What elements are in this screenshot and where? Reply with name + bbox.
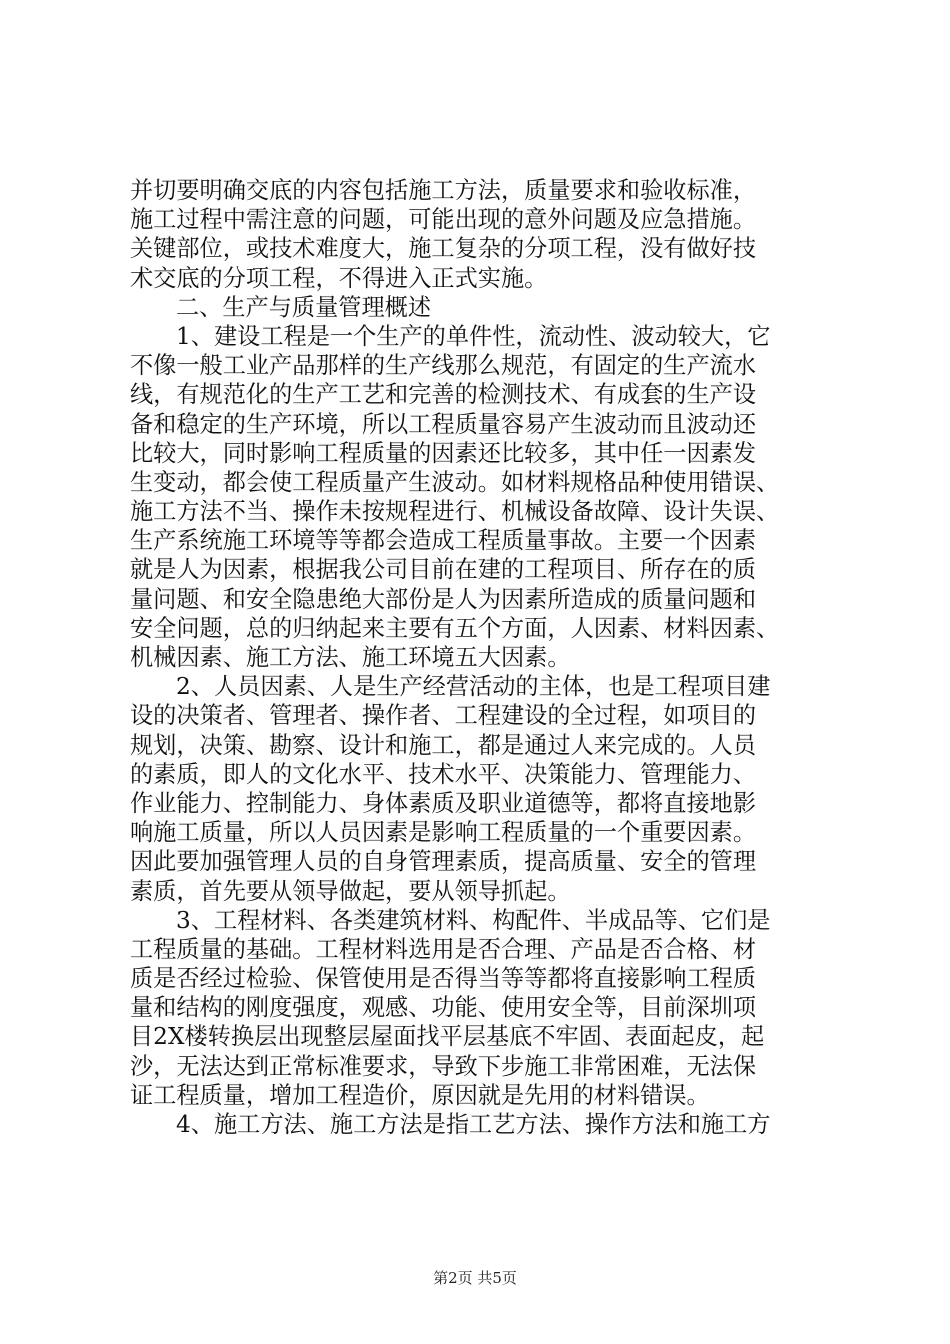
paragraph-2-start: 2、人员因素、人是生产经营活动的主体，也是工程项目建 (176, 673, 771, 701)
text-line: 工程质量的基础。工程材料选用是否合理、产品是否合格、材 (130, 935, 757, 963)
text-line: 规划，决策、勘察、设计和施工，都是通过人来完成的。人员 (130, 731, 757, 759)
text-line: 安全问题，总的归纳起来主要有五个方面，人因素、材料因素、 (130, 614, 780, 642)
document-body (130, 176, 830, 1139)
text-line: 备和稳定的生产环境，所以工程质量容易产生波动而且波动还 (130, 410, 757, 438)
text-line: 生变动，都会使工程质量产生波动。如材料规格品种使用错误、 (130, 468, 780, 496)
text-line: 施工过程中需注意的问题，可能出现的意外问题及应急措施。 (130, 206, 757, 234)
paragraph-1-start: 1、建设工程是一个生产的单件性，流动性、波动较大，它 (176, 322, 771, 350)
text-line: 目2X楼转换层出现整层屋面找平层基底不牢固、表面起皮，起 (130, 1023, 765, 1051)
section-heading: 二、生产与质量管理概述 (176, 293, 432, 321)
text-line: 的素质，即人的文化水平、技术水平、决策能力、管理能力、 (130, 760, 757, 788)
text-line: 作业能力、控制能力、身体素质及职业道德等，都将直接地影 (130, 789, 757, 817)
paragraph-3-start: 3、工程材料、各类建筑材料、构配件、半成品等、它们是 (176, 906, 771, 934)
text-line: 施工方法不当、操作未按规程进行、机械设备故障、设计失误、 (130, 498, 780, 526)
text-line: 量问题、和安全隐患绝大部份是人为因素所造成的质量问题和 (130, 585, 757, 613)
text-line: 证工程质量，增加工程造价，原因就是先用的材料错误。 (130, 1081, 710, 1109)
text-line: 并切要明确交底的内容包括施工方法，质量要求和验收标准， (130, 177, 757, 204)
text-line: 关键部位，或技术难度大，施工复杂的分项工程，没有做好技 (130, 235, 757, 263)
text-line: 术交底的分项工程，不得进入正式实施。 (130, 264, 548, 292)
text-line: 就是人为因素，根据我公司目前在建的工程项目、所存在的质 (130, 556, 757, 584)
page-footer: 第2页 共5页 (433, 1269, 517, 1287)
text-line: 比较大，同时影响工程质量的因素还比较多，其中任一因素发 (130, 439, 757, 467)
text-line: 量和结构的刚度强度，观感、功能、使用安全等，目前深圳项 (130, 994, 757, 1022)
text-line: 机械因素、施工方法、施工环境五大因素。 (130, 644, 571, 671)
paragraph-4-start: 4、施工方法、施工方法是指工艺方法、操作方法和施工方 (176, 1111, 771, 1138)
text-line: 素质，首先要从领导做起，要从领导抓起。 (130, 877, 571, 905)
text-line: 响施工质量，所以人员因素是影响工程质量的一个重要因素。 (130, 819, 757, 847)
text-line: 设的决策者、管理者、操作者、工程建设的全过程，如项目的 (130, 702, 757, 730)
text-line: 不像一般工业产品那样的生产线那么规范，有固定的生产流水 (130, 352, 757, 380)
text-line: 线，有规范化的生产工艺和完善的检测技术、有成套的生产设 (130, 381, 757, 409)
text-line: 质是否经过检验、保管使用是否得当等等都将直接影响工程质 (130, 965, 757, 993)
text-line: 生产系统施工环境等等都会造成工程质量事故。主要一个因素 (130, 527, 757, 555)
text-line: 因此要加强管理人员的自身管理素质，提高质量、安全的管理 (130, 848, 757, 876)
text-line: 沙，无法达到正常标准要求，导致下步施工非常困难，无法保 (130, 1052, 757, 1080)
